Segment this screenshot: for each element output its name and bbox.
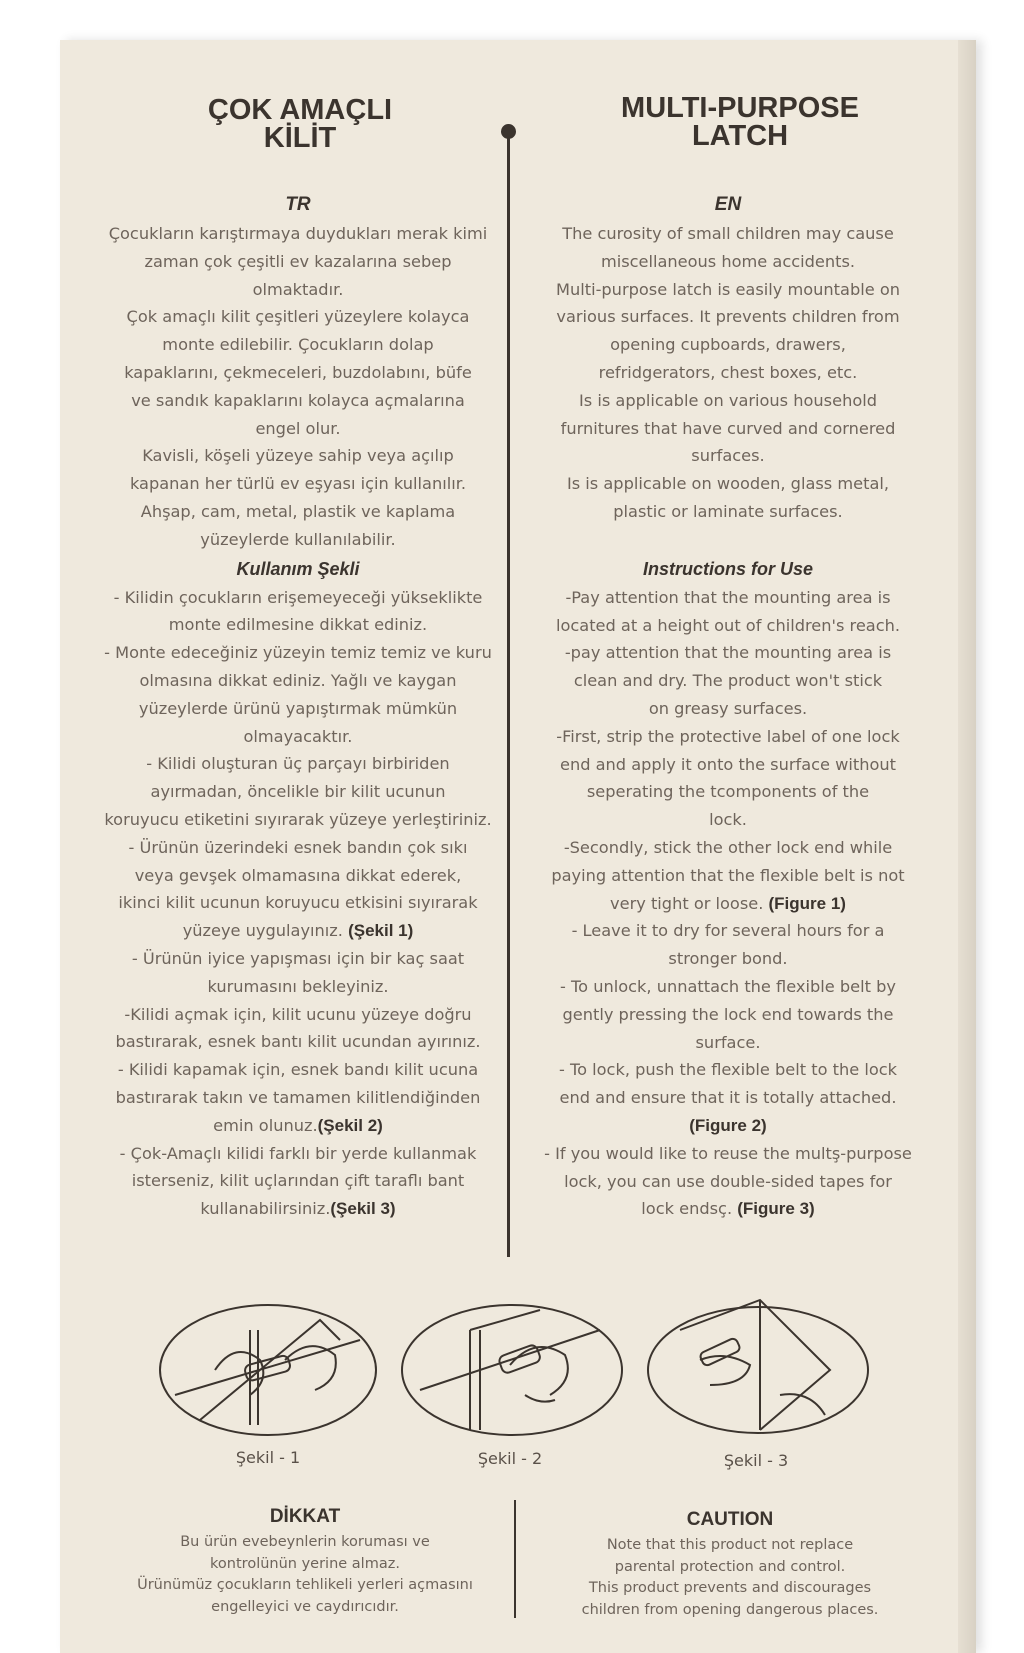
usage-line-en-text: - If you would like to reuse the multş-purpose xyxy=(544,1143,912,1163)
intro-line-en: surfaces. xyxy=(691,446,765,466)
intro-line-tr: Çocukların karıştırmaya duydukları merak kimi xyxy=(108,224,488,243)
usage-line-tr-text: yüzeye uygulayınız. xyxy=(182,921,349,941)
usage-line-tr-text: - Kilidi oluşturan üç parçayı birbiriden xyxy=(146,754,450,774)
figure-reference: (Figure 3) xyxy=(737,1199,815,1219)
figure-reference: (Şekil 1) xyxy=(348,921,414,941)
figure-3-drawing xyxy=(648,1300,868,1433)
usage-line-en-text: -Pay attention that the mounting area is xyxy=(565,587,891,607)
caution-line-tr: Bu ürün evebeynlerin koruması ve xyxy=(180,1534,430,1550)
usage-line-en-text: - To lock, push the flexible belt to the lock xyxy=(558,1060,898,1080)
usage-line-en-text: seperating the tcomponents of the xyxy=(586,782,870,802)
usage-line-en-text: stronger bond. xyxy=(668,949,788,969)
usage-line-en-text: very tight or loose. xyxy=(610,893,769,913)
usage-line-en-text: -Secondly, stick the other lock end while xyxy=(563,837,893,857)
usage-line-tr-text: koruyucu etiketini sıyırarak yüzeye yerleştiriniz. xyxy=(104,809,492,829)
usage-line-tr-text: olmayacaktır. xyxy=(243,726,353,746)
figure-reference: (Şekil 2) xyxy=(317,1115,383,1135)
caution-line-tr: Ürünümüz çocukların tehlikeli yerleri açmasını xyxy=(137,1577,473,1593)
intro-line-tr: monte edilebilir. Çocukların dolap xyxy=(162,335,434,355)
usage-line-en-text: - To unlock, unnattach the flexible belt by xyxy=(560,976,896,996)
intro-line-tr: Çok amaçlı kilit çeşitleri yüzeylere kolayca xyxy=(126,307,470,327)
usage-line-tr-text: bastırarak, esnek bantı kilit ucundan ayırınız. xyxy=(115,1032,481,1052)
lang-label-en: EN xyxy=(714,194,742,215)
usage-line-en-text: gently pressing the lock end towards the xyxy=(562,1004,894,1024)
caution-text-tr xyxy=(110,1532,500,1618)
usage-line-tr-text: ayırmadan, öncelikle bir kilit ucunun xyxy=(150,782,446,802)
usage-line-en-text: end and ensure that it is totally attached. xyxy=(559,1088,897,1108)
intro-line-tr: kapaklarını, çekmeceleri, buzdolabını, büfe xyxy=(124,362,472,382)
title-tr-line2: KİLİT xyxy=(263,122,337,154)
figure-reference: (Şekil 3) xyxy=(330,1199,396,1219)
usage-line-tr-text: - Monte edeceğiniz yüzeyin temiz temiz ve kuru xyxy=(104,643,492,663)
intro-line-en: various surfaces. It prevents children from xyxy=(556,307,900,327)
usage-line-tr-text: yüzeylerde ürünü yapıştırmak mümkün xyxy=(138,698,458,718)
caution-line-tr: kontrolünün yerine almaz. xyxy=(210,1555,400,1572)
usage-line-en-text: lock endsç. xyxy=(641,1199,738,1219)
intro-line-tr: kapanan her türlü ev eşyası için kullanılır. xyxy=(129,474,467,494)
usage-line-tr-text: bastırarak takın ve tamamen kilitlendiğinden xyxy=(115,1087,481,1107)
usage-line-en-text: - Leave it to dry for several hours for a xyxy=(571,921,885,941)
figure-2-drawing xyxy=(402,1305,622,1435)
intro-line-tr: olmaktadır. xyxy=(252,279,344,299)
intro-line-tr: zaman çok çeşitli ev kazalarına sebep xyxy=(144,251,452,271)
usage-line-tr-text: isterseniz, kilit uçlarından çift taraflı bant xyxy=(131,1171,465,1191)
figure-3-label: Şekil - 3 xyxy=(723,1451,789,1470)
usage-line-tr-text: - Çok-Amaçlı kilidi farklı bir yerde kullanmak xyxy=(119,1143,477,1163)
intro-line-tr: Kavisli, köşeli yüzeye sahip veya açılıp xyxy=(142,446,454,466)
usage-line-en-text: located at a height out of children's reach. xyxy=(555,615,901,635)
lang-label-tr: TR xyxy=(285,194,311,215)
intro-line-tr: ve sandık kapaklarını kolayca açmalarına xyxy=(131,390,465,410)
intro-line-en: opening cupboards, drawers, xyxy=(610,335,846,355)
intro-line-en: Multi-purpose latch is easily mountable on xyxy=(556,279,900,299)
usage-line-tr-text: - Kilidin çocukların erişemeyeceği yükseklikte xyxy=(113,587,483,607)
title-tr-line1: ÇOK AMAÇLI xyxy=(207,94,393,126)
usage-line-en-text: -pay attention that the mounting area is xyxy=(564,643,892,663)
usage-line-tr-text: - Ürünün iyice yapışması için bir kaç saat xyxy=(131,948,465,968)
intro-line-en: plastic or laminate surfaces. xyxy=(613,501,843,521)
figure-reference: (Figure 1) xyxy=(768,893,846,913)
intro-line-en: Is is applicable on wooden, glass metal, xyxy=(566,474,890,494)
usage-line-en-text: -First, strip the protective label of one lock xyxy=(556,726,900,746)
intro-line-en: The curosity of small children may cause xyxy=(562,224,894,243)
caution-line-en: parental protection and control. xyxy=(614,1558,846,1575)
caution-line-en: Note that this product not replace xyxy=(606,1537,854,1553)
usage-line-tr-text: - Kilidi kapamak için, esnek bandı kilit ucuna xyxy=(117,1060,479,1080)
caution-title-tr: DİKKAT xyxy=(269,1506,341,1527)
usage-line-en-text: lock. xyxy=(709,810,747,830)
usage-line-tr-text: veya gevşek olmamasına dikkat ederek, xyxy=(134,865,462,885)
usage-title-en: Instructions for Use xyxy=(642,558,814,579)
intro-line-tr: Ahşap, cam, metal, plastik ve kaplama xyxy=(140,501,456,521)
usage-line-en-text: end and apply it onto the surface without xyxy=(559,754,897,774)
usage-line-tr-text: monte edilmesine dikkat ediniz. xyxy=(168,615,428,635)
usage-line-tr-text: kullanabilirsiniz. xyxy=(200,1199,331,1219)
usage-line-tr-text: emin olunuz. xyxy=(213,1115,318,1135)
usage-line-en-text: on greasy surfaces. xyxy=(648,698,808,718)
caution-text-en xyxy=(535,1535,925,1621)
usage-line-tr-text: kurumasını bekleyiniz. xyxy=(207,976,389,996)
intro-line-tr: yüzeylerde kullanılabilir. xyxy=(200,529,396,549)
intro-line-en: furnitures that have curved and cornered xyxy=(560,418,896,438)
figure-reference: (Figure 2) xyxy=(689,1115,767,1135)
figure-1-drawing xyxy=(160,1305,376,1435)
usage-line-en-text: lock, you can use double-sided tapes for xyxy=(564,1171,892,1191)
intro-line-tr: engel olur. xyxy=(255,418,341,438)
usage-line-en-text: surface. xyxy=(695,1032,761,1052)
usage-title-tr: Kullanım Şekli xyxy=(236,558,360,579)
usage-line-en-text: paying attention that the flexible belt is not xyxy=(551,865,905,885)
usage-line-tr-text: ikinci kilit ucunun koruyucu etkisini sıyırarak xyxy=(118,893,478,913)
figure-2-label: Şekil - 2 xyxy=(477,1449,543,1468)
usage-line-tr-text: -Kilidi açmak için, kilit ucunu yüzeye doğru xyxy=(124,1004,472,1024)
intro-line-en: refridgerators, chest boxes, etc. xyxy=(598,362,858,382)
figure-1-label: Şekil - 1 xyxy=(235,1448,301,1467)
caution-line-en: children from opening dangerous places. xyxy=(581,1601,879,1618)
caution-title-en: CAUTION xyxy=(686,1509,774,1530)
title-en-line1: MULTI-PURPOSE xyxy=(621,92,859,124)
caution-divider xyxy=(514,1500,516,1618)
usage-line-tr-text: - Ürünün üzerindeki esnek bandın çok sıkı xyxy=(128,837,468,857)
usage-line-en-text: clean and dry. The product won't stick xyxy=(573,671,883,691)
intro-line-en: Is is applicable on various household xyxy=(578,390,878,410)
caution-line-tr: engelleyici ve caydırıcıdır. xyxy=(211,1598,399,1615)
usage-line-tr-text: olmasına dikkat ediniz. Yağlı ve kaygan xyxy=(139,670,457,690)
title-en-line2: LATCH xyxy=(691,120,789,152)
caution-line-en: This product prevents and discourages xyxy=(588,1580,872,1596)
intro-line-en: miscellaneous home accidents. xyxy=(600,251,856,271)
